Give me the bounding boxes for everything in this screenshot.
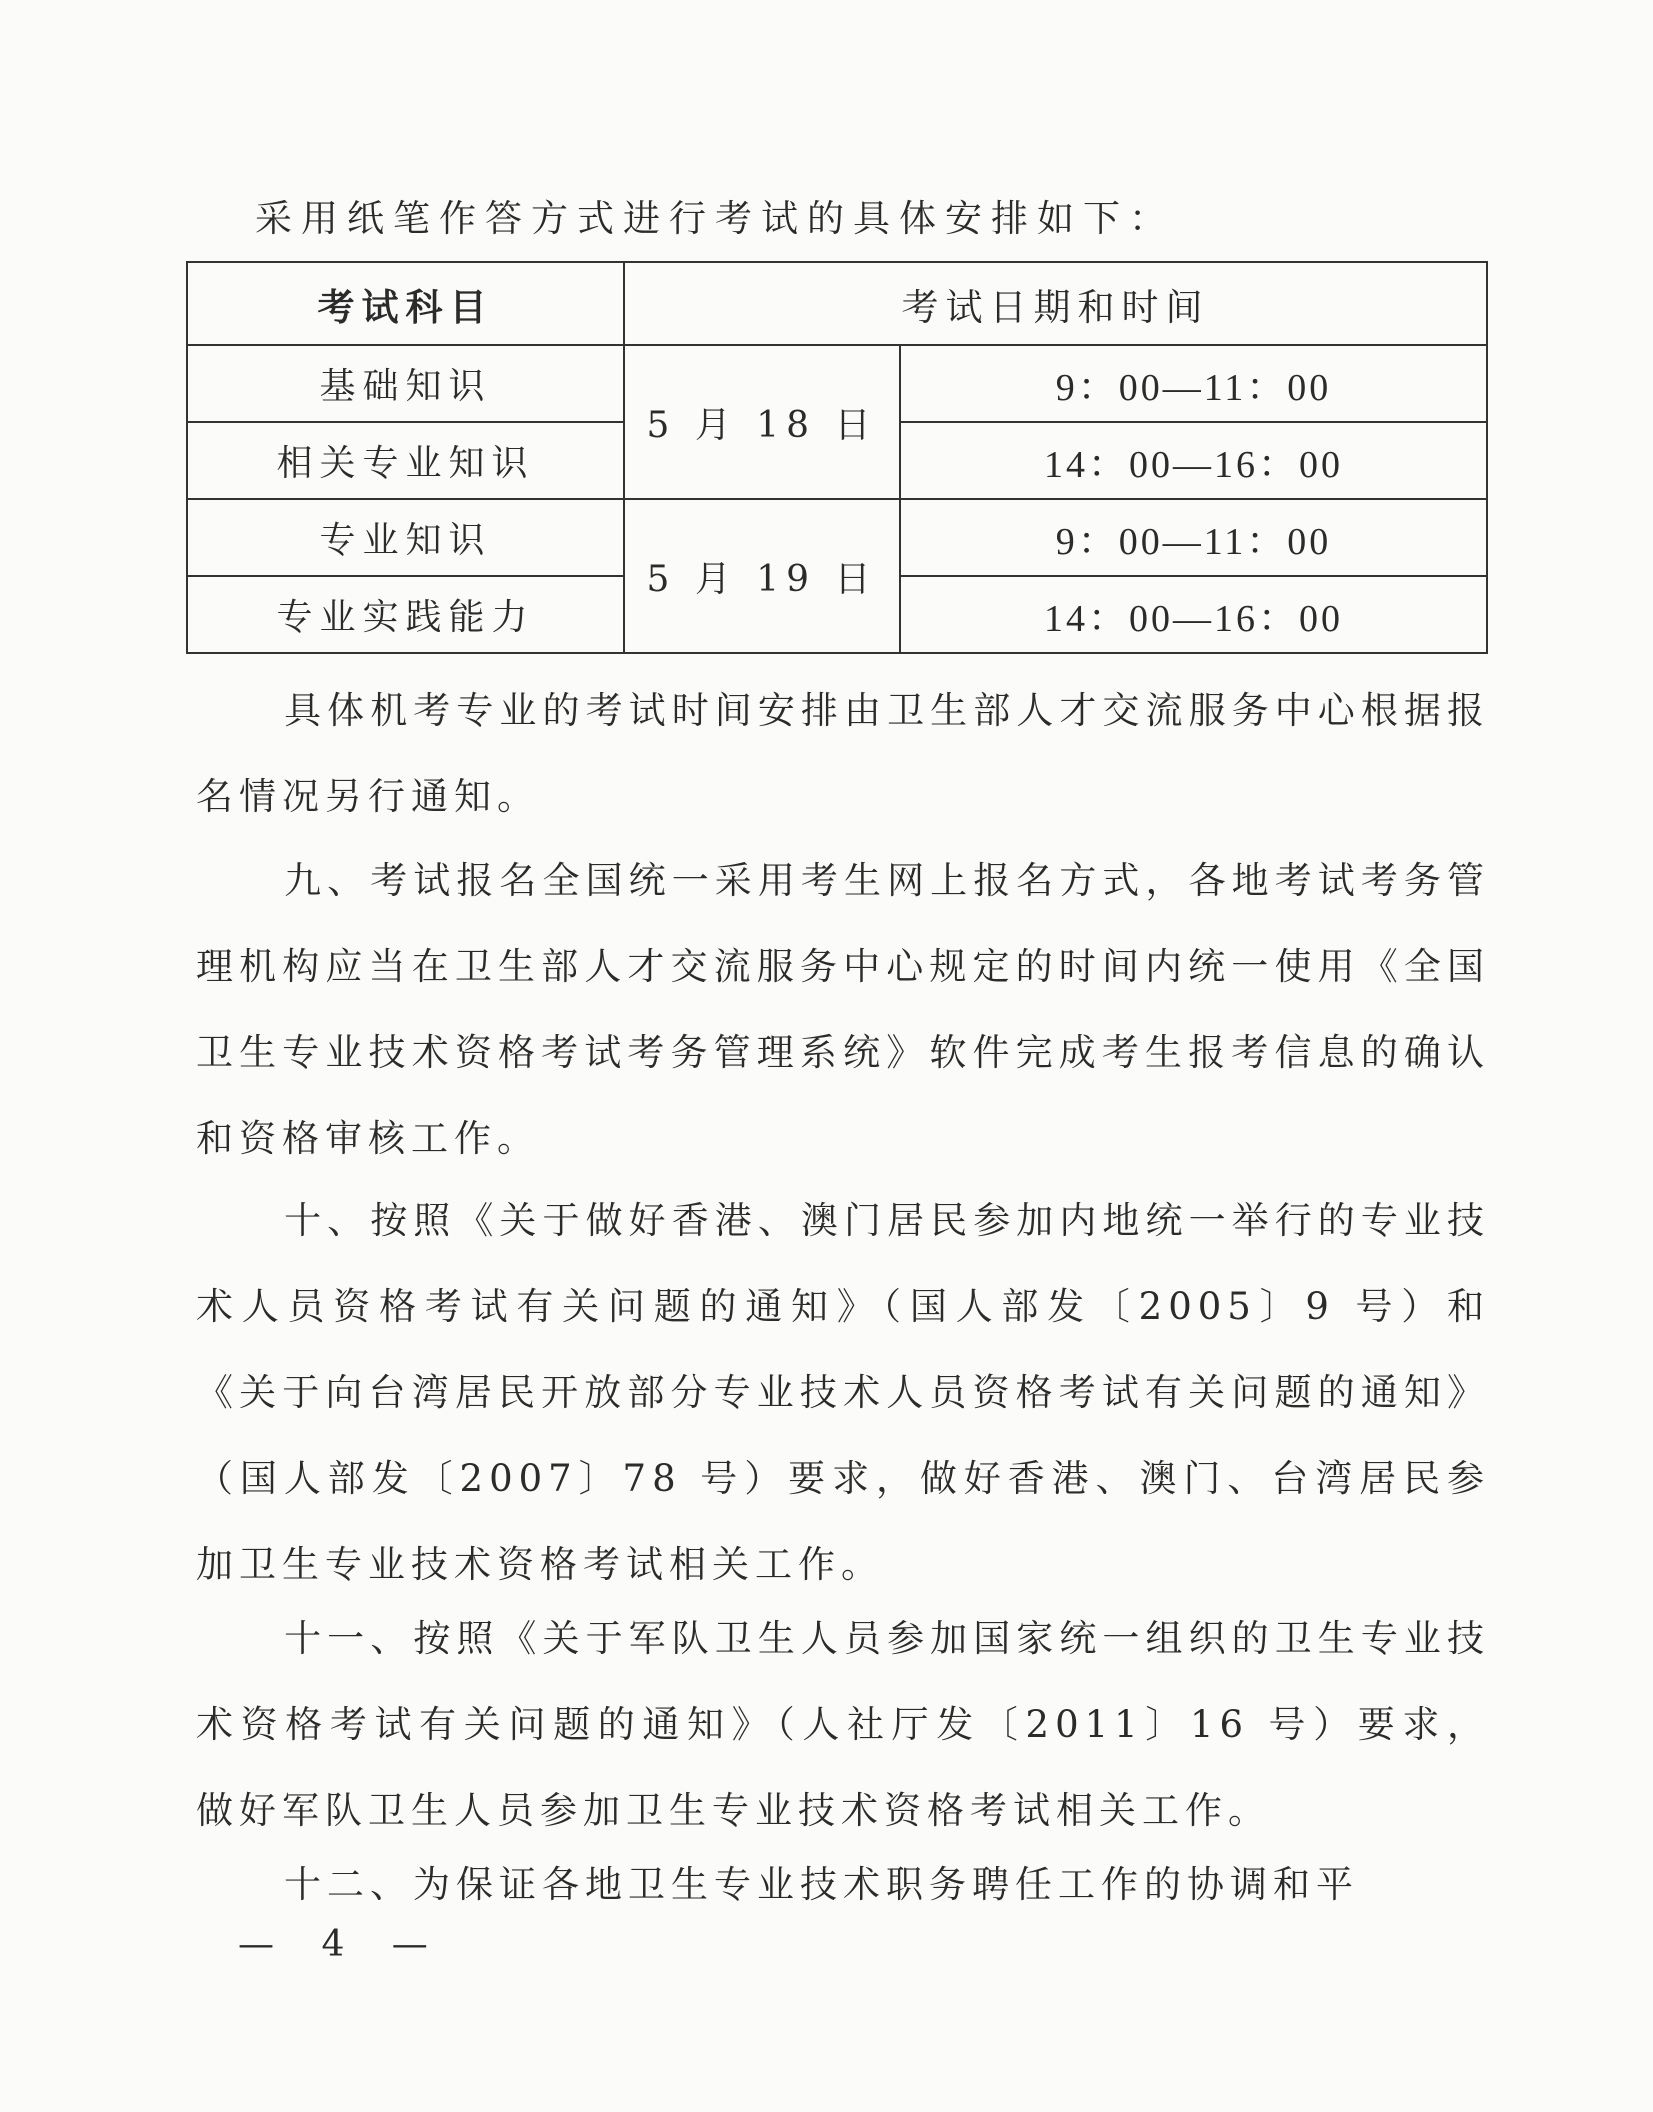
exam-schedule-table bbox=[186, 261, 1488, 654]
header-subject: 考试科目 bbox=[187, 262, 624, 345]
paragraph bbox=[196, 1596, 1490, 1854]
time-cell: 9：00—11：00 bbox=[900, 499, 1487, 576]
date-cell: 5 月 18 日 bbox=[624, 345, 900, 499]
paragraph-text: 十二、为保证各地卫生专业技术职务聘任工作的协调和平 bbox=[284, 1863, 1359, 1906]
paragraph-text: 具体机考专业的考试时间安排由卫生部人才交流服务中心根据报名情况另行通知。 bbox=[196, 689, 1490, 818]
table-row bbox=[187, 499, 1487, 576]
time-cell: 14：00—16：00 bbox=[900, 422, 1487, 499]
time-cell: 9：00—11：00 bbox=[900, 345, 1487, 422]
table-row bbox=[187, 345, 1487, 422]
page-number: — 4 — bbox=[238, 1924, 446, 1965]
intro-line: 采用纸笔作答方式进行考试的具体安排如下： bbox=[255, 197, 1175, 240]
paragraph bbox=[196, 838, 1490, 1182]
table-header-row bbox=[187, 262, 1487, 345]
paragraph-text: 九、考试报名全国统一采用考生网上报名方式，各地考试考务管理机构应当在卫生部人才交流服务中心规定的时间内统一使用《全国卫生专业技术资格考试考务管理系统》软件完成考生报考信息的确认和资格审核工作。 bbox=[196, 859, 1490, 1160]
time-cell: 14：00—16：00 bbox=[900, 576, 1487, 653]
paragraph bbox=[196, 1842, 1490, 1928]
paragraph bbox=[196, 668, 1490, 840]
subject-cell: 专业实践能力 bbox=[187, 576, 624, 653]
paragraph-text: 十、按照《关于做好香港、澳门居民参加内地统一举行的专业技术人员资格考试有关问题的通知》（国人部发〔2005〕9 号）和《关于向台湾居民开放部分专业技术人员资格考试有关问题的通知》（国人部发〔2007〕78 号）要求，做好香港、澳门、台湾居民参加卫生专业技术资格考试相关工作。 bbox=[196, 1199, 1490, 1586]
paragraph-text: 十一、按照《关于军队卫生人员参加国家统一组织的卫生专业技术资格考试有关问题的通知》（人社厅发〔2011〕16 号）要求，做好军队卫生人员参加卫生专业技术资格考试相关工作。 bbox=[196, 1617, 1490, 1832]
subject-cell: 专业知识 bbox=[187, 499, 624, 576]
subject-cell: 相关专业知识 bbox=[187, 422, 624, 499]
header-datetime: 考试日期和时间 bbox=[624, 262, 1487, 345]
paragraph bbox=[196, 1178, 1490, 1608]
date-cell: 5 月 19 日 bbox=[624, 499, 900, 653]
subject-cell: 基础知识 bbox=[187, 345, 624, 422]
